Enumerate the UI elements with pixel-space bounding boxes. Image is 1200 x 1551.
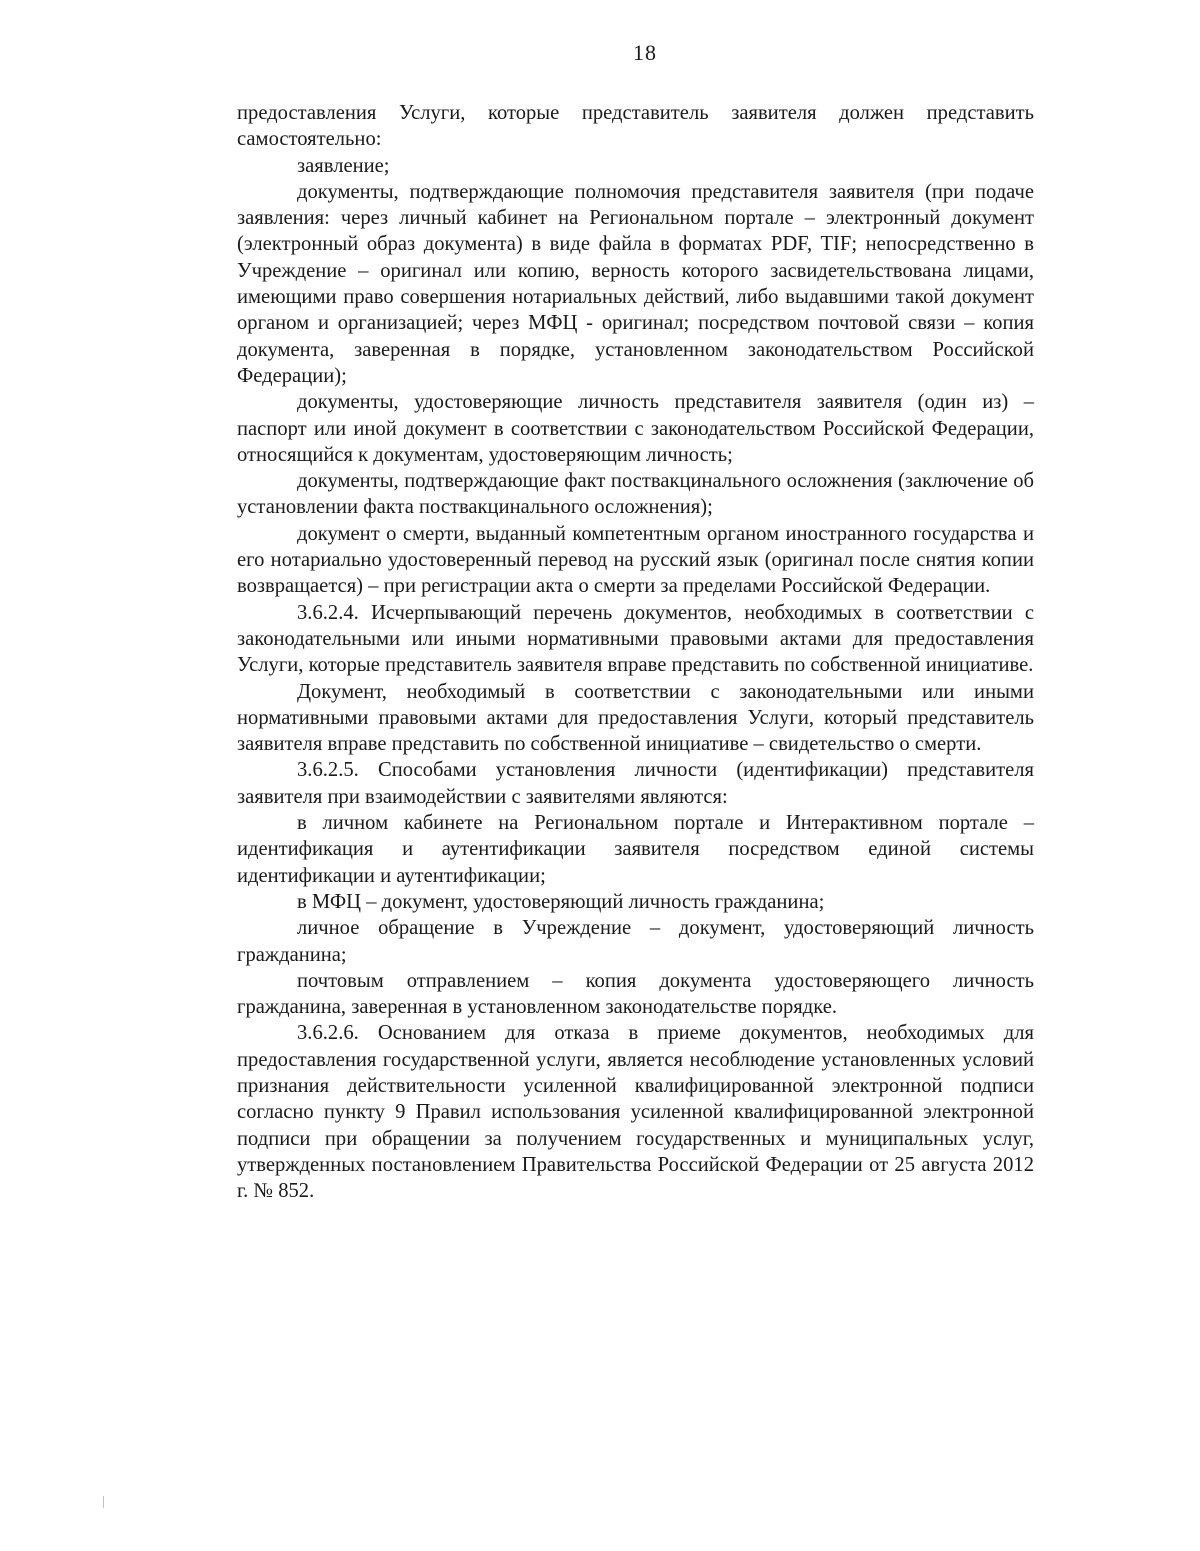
paragraph-list-item: документы, удостоверяющие личность представителя заявителя (один из) – паспорт или иной документ в соответствии с законодательством Российской Федерации, относящийся к документам, удостоверяющим личность; bbox=[237, 391, 1034, 466]
paragraph-list-item: в МФЦ – документ, удостоверяющий личность гражданина; bbox=[297, 890, 825, 913]
document-body bbox=[237, 100, 1034, 1204]
paragraph-list-item: личное обращение в Учреждение – документ, удостоверяющий личность гражданина; bbox=[237, 917, 1034, 966]
paragraph: Документ, необходимый в соответствии с законодательными или иными нормативными правовыми актами для предоставления Услуги, который представитель заявителя вправе представить по собственной инициативе – свидетельство о смерти. bbox=[237, 680, 1034, 756]
paragraph-continuation: предоставления Услуги, которые представитель заявителя должен представить самостоятельно: bbox=[237, 102, 1034, 151]
paragraph-list-item: документы, подтверждающие полномочия представителя заявителя (при подаче заявления: через личный кабинет на Региональном портале – электронный документ (электронный образ документа) в виде файла в форматах PDF, TIF; непосредственно в Учреждение – оригинал или копию, верность которого засвидетельствована лицами, имеющими право совершения нотариальных действий, либо выдавшими такой документ органом и организацией; через МФЦ - оригинал; посредством почтовой связи – копия документа, заверенная в порядке, установленном законодательством Российской Федерации); bbox=[237, 180, 1034, 387]
scan-artifact bbox=[103, 1496, 104, 1508]
paragraph-clause-3-6-2-6: 3.6.2.6. Основанием для отказа в приеме документов, необходимых для предоставления государственной услуги, является несоблюдение установленных условий признания действительности усиленной квалифицированной электронной подписи согласно пункту 9 Правил использования усиленной квалифицированной электронной подписи при обращении за получением государственных и муниципальных услуг, утвержденных постановлением Правительства Российской Федерации от 25 августа 2012 г. № 852. bbox=[237, 1022, 1034, 1203]
paragraph-clause-3-6-2-4: 3.6.2.4. Исчерпывающий перечень документов, необходимых в соответствии с законодательными или иными нормативными правовыми актами для предоставления Услуги, которые представитель заявителя вправе представить по собственной инициативе. bbox=[237, 601, 1034, 677]
paragraph-list-item: заявление; bbox=[297, 154, 390, 177]
paragraph-list-item: документ о смерти, выданный компетентным органом иностранного государства и его нотариально удостоверенный перевод на русский язык (оригинал после снятия копии возвращается) – при регистрации акта о смерти за пределами Российской Федерации. bbox=[237, 522, 1034, 598]
paragraph-list-item: в личном кабинете на Региональном портале и Интерактивном портале – идентификация и аутентификации заявителя посредством единой системы идентификации и аутентификации; bbox=[237, 812, 1034, 887]
paragraph-list-item: документы, подтверждающие факт поствакцинального осложнения (заключение об установлении факта поствакцинального осложнения); bbox=[237, 470, 1034, 519]
page-number: 18 bbox=[633, 40, 657, 65]
paragraph-list-item: почтовым отправлением – копия документа удостоверяющего личность гражданина, заверенная в установленном законодательстве порядке. bbox=[237, 969, 1034, 1019]
paragraph-clause-3-6-2-5: 3.6.2.5. Способами установления личности (идентификации) представителя заявителя при взаимодействии с заявителями являются: bbox=[237, 759, 1034, 808]
